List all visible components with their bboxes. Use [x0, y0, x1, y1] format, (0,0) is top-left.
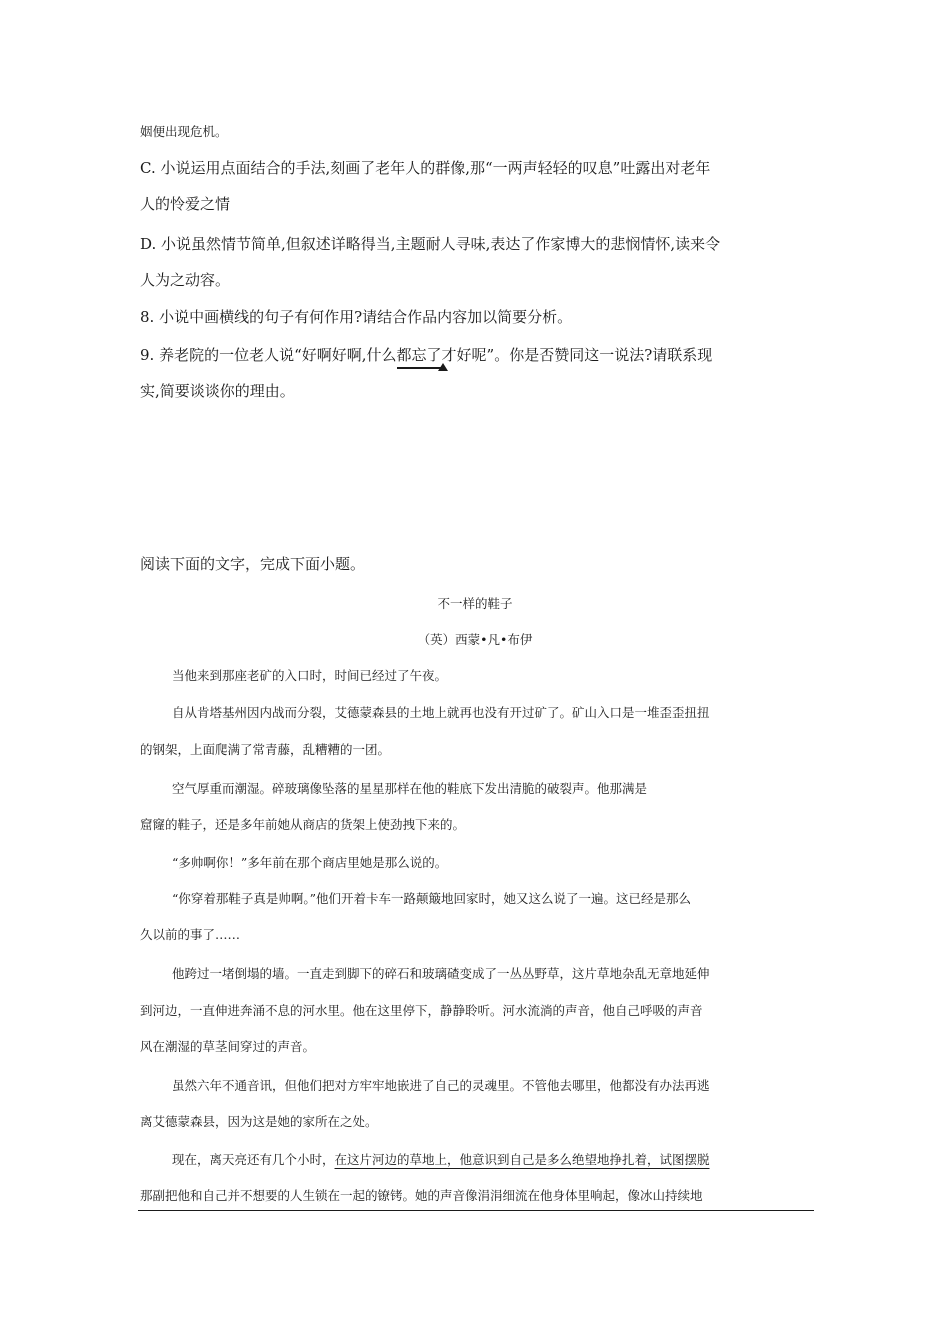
marked-phrase-text: 都忘了	[396, 346, 442, 364]
question-9-prefix: 9. 养老院的一位老人说“好啊好啊,什么	[140, 346, 397, 364]
paragraph-3-line2: 窟窿的鞋子，还是多年前她从商店的货架上使劲拽下来的。	[140, 817, 466, 832]
paragraph-6-line3: 风在潮湿的草茎间穿过的声音。	[140, 1039, 316, 1054]
reading-instruction: 阅读下面的文字，完成下面小题。	[140, 555, 366, 573]
paragraph-5-line2: 久以前的事了……	[140, 927, 241, 942]
option-d-line2: 人为之动容。	[140, 271, 231, 289]
option-c-line1: C. 小说运用点面结合的手法,刻画了老年人的群像,那“一两声轻轻的叹息”吐露出对老年	[140, 159, 711, 177]
paragraph-6-line2: 到河边，一直伸进奔涌不息的河水里。他在这里停下，静静聆听。河水流淌的声音，他自己呼吸的声音	[140, 1003, 703, 1018]
question-9-line1	[140, 344, 712, 365]
paragraph-8-line1	[172, 1150, 710, 1168]
underline-rule	[138, 1210, 814, 1211]
story-title: 不一样的鞋子	[437, 596, 513, 611]
option-c-line2: 人的怜爱之情	[140, 195, 231, 213]
question-9-line2: 实,简要谈谈你的理由。	[140, 382, 295, 400]
question-8: 8. 小说中画横线的句子有何作用?请结合作品内容加以简要分析。	[140, 308, 573, 326]
paragraph-1: 当他来到那座老矿的入口时，时间已经过了午夜。	[172, 668, 448, 683]
underlined-sentence-part2: 那副把他和自己并不想要的人生锁在一起的镣铐。她的声音像涓涓细流在他身体里响起，像冰山持续地	[140, 1188, 703, 1203]
paragraph-3-line1: 空气厚重而潮湿。碎玻璃像坠落的星星那样在他的鞋底下发出清脆的破裂声。他那满是	[172, 781, 648, 796]
story-author: （英）西蒙•凡•布伊	[417, 632, 533, 647]
option-d-line1: D. 小说虽然情节简单,但叙述详略得当,主题耐人寻味,表达了作家博大的悲悯情怀,读来令	[140, 235, 721, 253]
paragraph-4: “多帅啊你！”多年前在那个商店里她是那么说的。	[172, 855, 448, 870]
paragraph-2-line2: 的钢架，上面爬满了常青藤，乱糟糟的一团。	[140, 742, 391, 757]
paragraph-2-line1: 自从肯塔基州因内战而分裂，艾德蒙森县的土地上就再也没有开过矿了。矿山入口是一堆歪歪扭扭	[172, 705, 710, 720]
question-9-marked-phrase	[397, 344, 442, 365]
continuation-text: 姻便出现危机。	[140, 124, 228, 139]
paragraph-8-line2	[140, 1186, 703, 1204]
paragraph-7-line2: 离艾德蒙森县，因为这是她的家所在之处。	[140, 1114, 378, 1129]
insertion-caret-icon	[438, 363, 448, 371]
paragraph-6-line1: 他跨过一堵倒塌的墙。一直走到脚下的碎石和玻璃碴变成了一丛丛野草，这片草地杂乱无章地延伸	[172, 966, 710, 981]
paragraph-8-intro: 现在，离天亮还有几个小时，	[172, 1152, 335, 1167]
underlined-sentence-part1: 在这片河边的草地上，他意识到自己是多么绝望地挣扎着，试图摆脱	[334, 1152, 710, 1167]
paragraph-7-line1: 虽然六年不通音讯，但他们把对方牢牢地嵌进了自己的灵魂里。不管他去哪里，他都没有办法再逃	[172, 1078, 710, 1093]
question-9-suffix: 才好呢”。你是否赞同这一说法?请联系现	[441, 346, 713, 364]
paragraph-5-line1: “你穿着那鞋子真是帅啊。”他们开着卡车一路颠簸地回家时，她又这么说了一遍。这已经是那么	[172, 891, 692, 906]
